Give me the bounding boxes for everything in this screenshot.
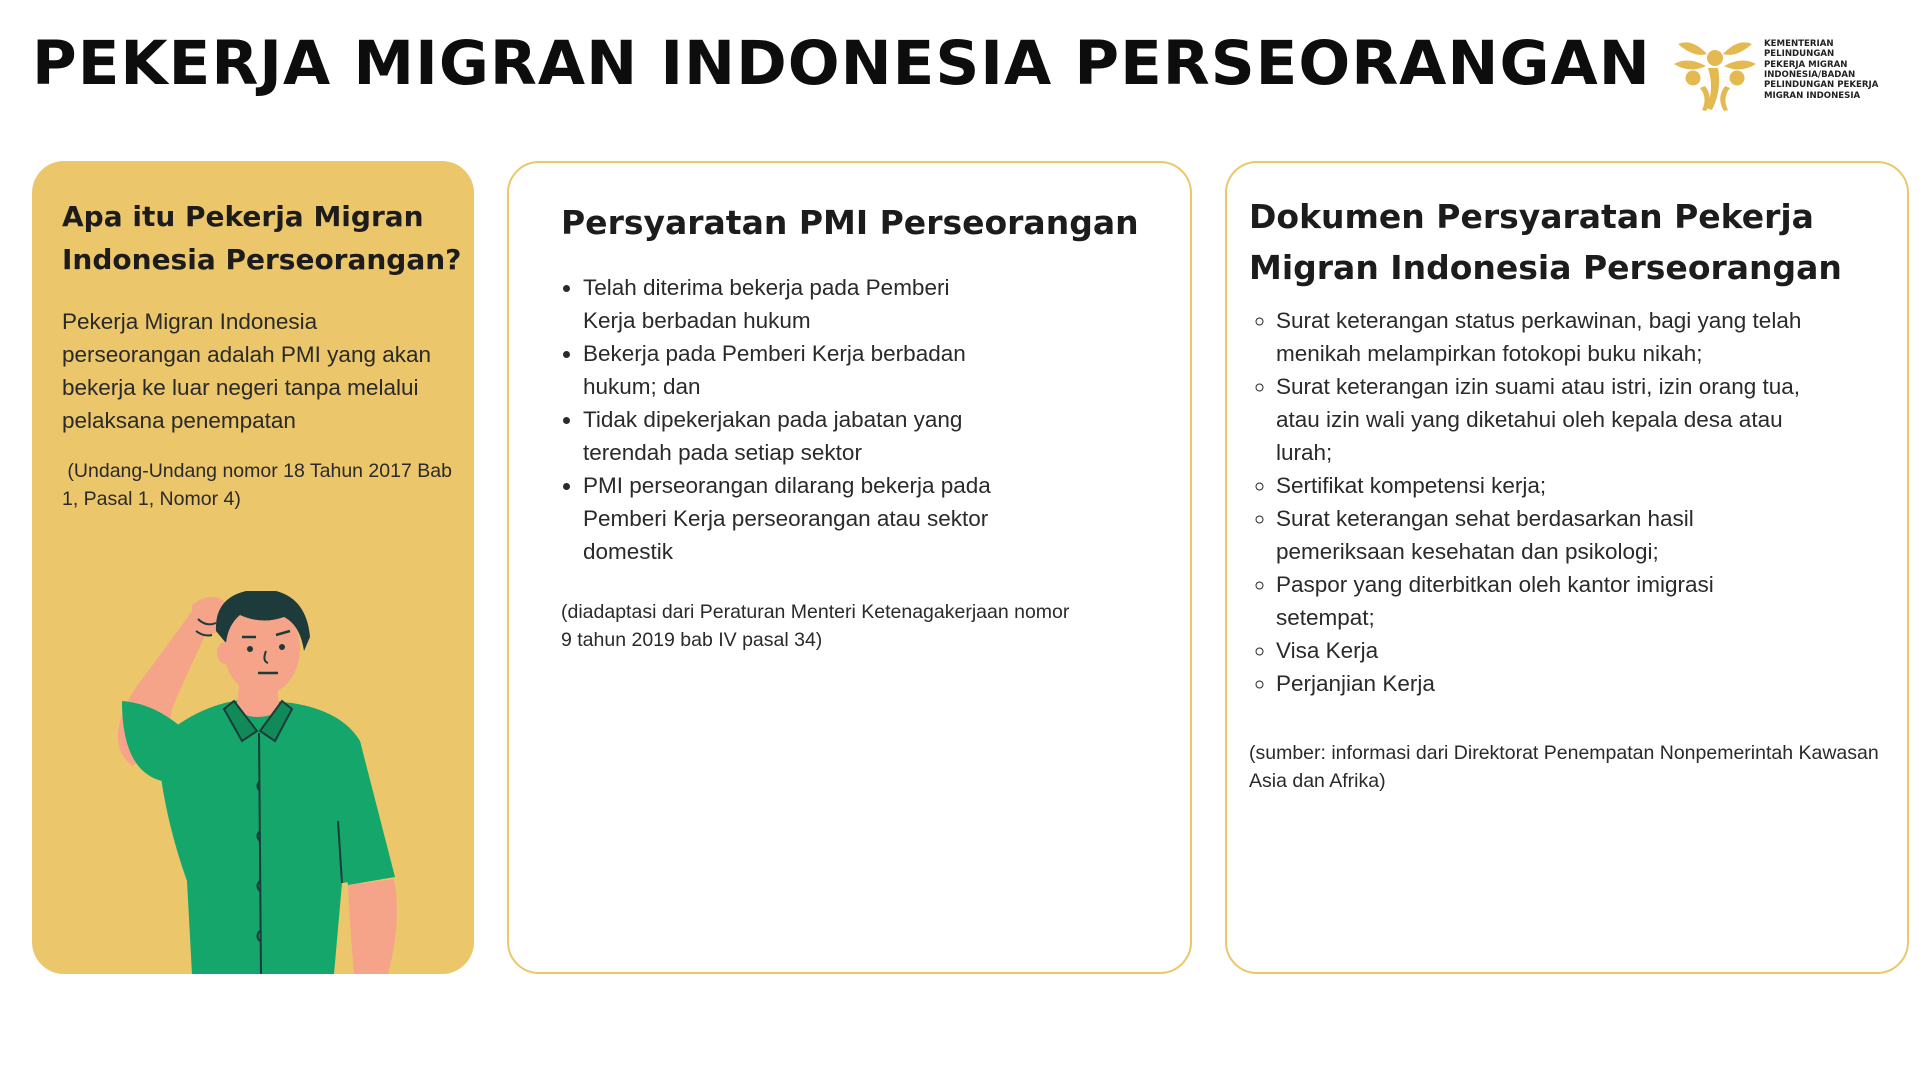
definition-card-body: Pekerja Migran Indonesia perseorangan adalah PMI yang akan bekerja ke luar negeri tanpa melalui pelaksana penempatan bbox=[62, 309, 432, 433]
list-item: • PMI perseorangan dilarang bekerja pada Pemberi Kerja perseorangan atau sektor domestik bbox=[583, 469, 1023, 568]
list-item: • Tidak dipekerjakan pada jabatan yang terendah pada setiap sektor bbox=[583, 403, 1003, 469]
logo-text bbox=[1764, 39, 1902, 101]
list-item: ◦ Sertifikat kompetensi kerja; bbox=[1276, 469, 1836, 502]
list-item: ◦ Visa Kerja bbox=[1276, 634, 1836, 667]
list-item: • Telah diterima bekerja pada Pemberi Kerja berbadan hukum bbox=[583, 271, 988, 337]
definition-card bbox=[32, 161, 474, 974]
ministry-emblem-icon bbox=[1672, 28, 1758, 112]
definition-card-citation: (Undang-Undang nomor 18 Tahun 2017 Bab 1, Pasal 1, Nomor 4) bbox=[62, 460, 458, 510]
requirements-card bbox=[507, 161, 1192, 974]
documents-card-title: Dokumen Persyaratan Pekerja Migran Indonesia Perseorangan bbox=[1249, 197, 1842, 287]
list-item: • Bekerja pada Pemberi Kerja berbadan hukum; dan bbox=[583, 337, 1003, 403]
list-item: ◦ Perjanjian Kerja bbox=[1276, 667, 1836, 700]
documents-list bbox=[1249, 304, 1836, 700]
ministry-logo bbox=[1672, 28, 1902, 112]
documents-card bbox=[1225, 161, 1909, 974]
logo-line: KEMENTERIAN bbox=[1764, 38, 1834, 49]
requirements-card-title: Persyaratan PMI Perseorangan bbox=[561, 203, 1139, 242]
logo-line: PELINDUNGAN bbox=[1764, 49, 1835, 60]
list-item: ◦ Surat keterangan sehat berdasarkan hasil pemeriksaan kesehatan dan psikologi; bbox=[1276, 502, 1766, 568]
list-item: ◦ Surat keterangan status perkawinan, bagi yang telah menikah melampirkan fotokopi buku nikah; bbox=[1276, 304, 1816, 370]
logo-line: INDONESIA/BADAN bbox=[1764, 70, 1856, 80]
confused-person-illustration bbox=[92, 591, 452, 974]
logo-line: PELINDUNGAN PEKERJA bbox=[1764, 80, 1879, 91]
page-title: PEKERJA MIGRAN INDONESIA PERSEORANGAN bbox=[32, 28, 1651, 99]
logo-line: PEKERJA MIGRAN bbox=[1764, 59, 1848, 70]
requirements-list bbox=[561, 271, 1053, 568]
list-item: ◦ Surat keterangan izin suami atau istri, izin orang tua, atau izin wali yang diketahui oleh kepala desa atau lurah; bbox=[1276, 370, 1816, 469]
list-item: ◦ Paspor yang diterbitkan oleh kantor imigrasi setempat; bbox=[1276, 568, 1786, 634]
logo-line: MIGRAN INDONESIA bbox=[1764, 90, 1861, 101]
requirements-card-citation: (diadaptasi dari Peraturan Menteri Ketenagakerjaan nomor 9 tahun 2019 bab IV pasal 34) bbox=[561, 601, 1070, 651]
definition-card-title: Apa itu Pekerja Migran Indonesia Perseorangan? bbox=[62, 200, 462, 276]
documents-card-citation: (sumber: informasi dari Direktorat Penempatan Nonpemerintah Kawasan Asia dan Afrika) bbox=[1249, 742, 1879, 792]
